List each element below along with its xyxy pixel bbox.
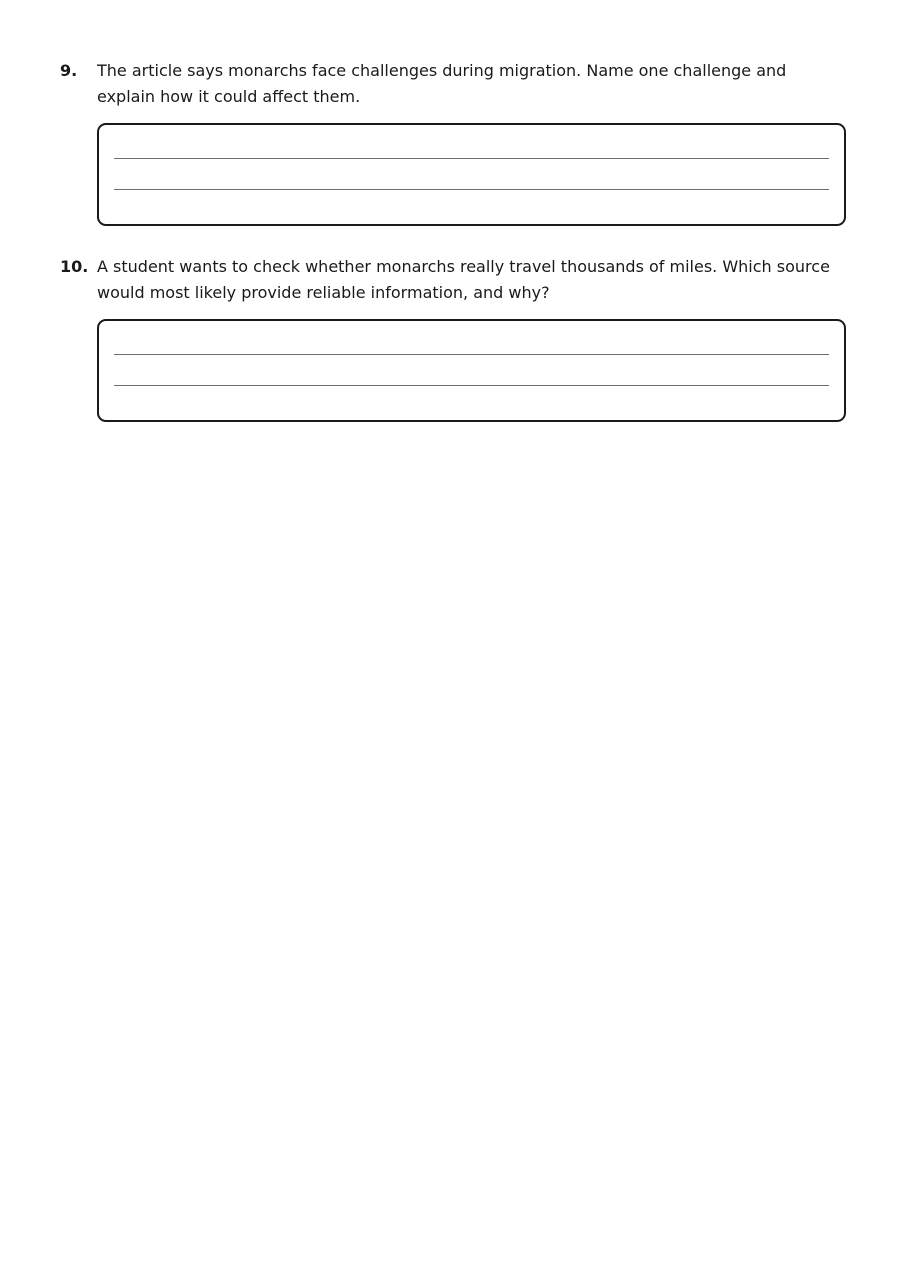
- answer-line: [114, 158, 829, 159]
- question-number: 10.: [60, 257, 89, 276]
- answer-line: [114, 354, 829, 355]
- question-text: A student wants to check whether monarchs really travel thousands of miles. Which source would most likely provide reliable information, and why?: [97, 257, 830, 302]
- answer-line: [114, 189, 829, 190]
- answer-box[interactable]: [97, 123, 846, 226]
- question-number: 9.: [60, 61, 78, 80]
- question-text: The article says monarchs face challenges during migration. Name one challenge and explain how it could affect them.: [97, 61, 787, 106]
- answer-box[interactable]: [97, 319, 846, 422]
- answer-line: [114, 385, 829, 386]
